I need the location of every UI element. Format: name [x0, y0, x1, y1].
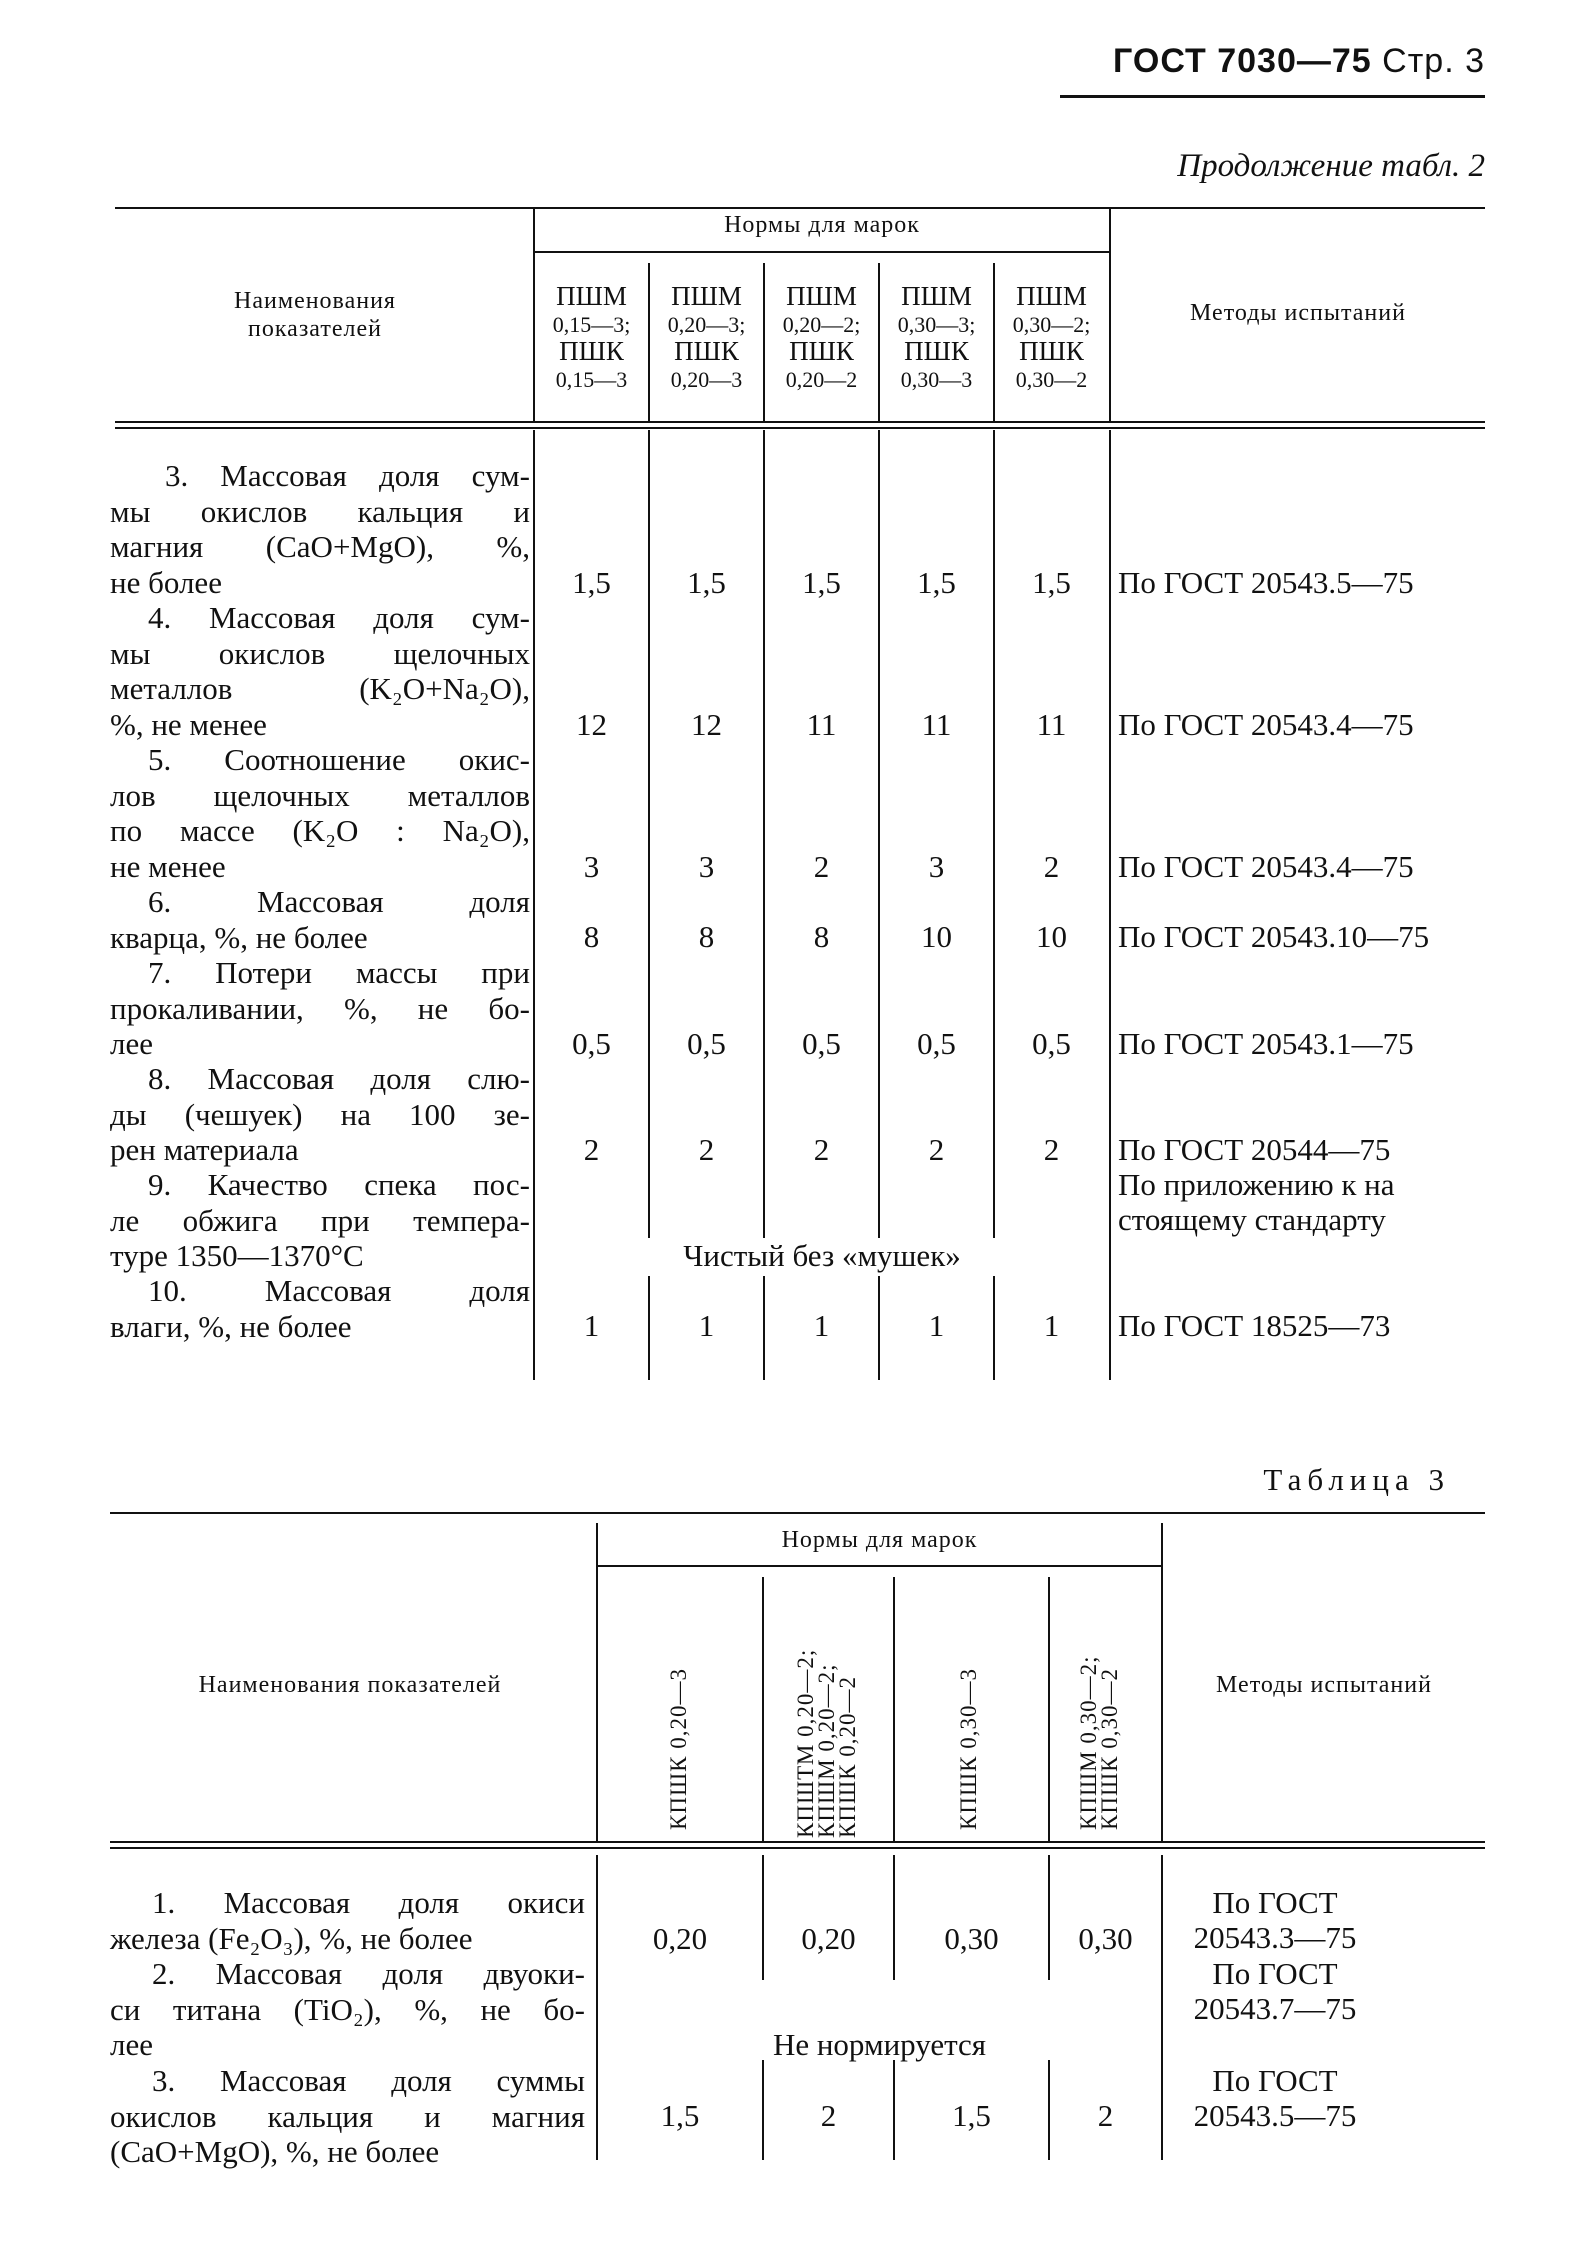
table2-cell: 8	[583, 919, 600, 954]
table2-cell: 0,5	[917, 1026, 956, 1061]
table3-top-rule	[110, 1512, 1485, 1514]
table3-cell: 1,5	[660, 2098, 700, 2133]
table2-cell: 2	[583, 1132, 600, 1167]
table2-col-line	[763, 430, 765, 1238]
table3-method: По ГОСТ 20543.5—75	[1193, 2063, 1357, 2133]
table2-row-label: 3. Массовая доля сум- мы окислов кальция и магния (CaO+MgO), %, не более	[110, 458, 530, 600]
table2-cell: 12	[576, 707, 607, 742]
table2-cell: 2	[928, 1132, 945, 1167]
table2-cell: 8	[813, 919, 830, 954]
table2-cell: 11	[1036, 707, 1067, 742]
table2-method: По приложению к на стоящему стандарту	[1118, 1167, 1395, 1237]
table2-cell: 1,5	[572, 565, 611, 600]
page-number: Стр. 3	[1382, 42, 1485, 80]
table2-cell: 0,5	[1032, 1026, 1071, 1061]
table3-row-label: 3. Массовая доля суммы окислов кальция и магния (CaO+MgO), %, не более	[110, 2063, 585, 2169]
table2-group-header: Нормы для марок	[724, 212, 920, 238]
table3-col-line	[762, 1577, 764, 1841]
table2-grade-header: ПШМ 0,20—2; ПШК 0,20—2	[782, 281, 861, 392]
table2-cell: 3	[583, 849, 600, 884]
table2-col-line	[1109, 430, 1111, 1380]
table2-method: По ГОСТ 20543.5—75	[1118, 565, 1414, 600]
table2-header-rule-2	[115, 427, 1485, 429]
table2-cell: 1	[928, 1308, 945, 1343]
table2-cell: 3	[698, 849, 715, 884]
table2-header-rule	[115, 421, 1485, 423]
table2-cell: 2	[813, 849, 830, 884]
table3-row-label: 1. Массовая доля окиси железа (Fe₂O₃), %, не более	[110, 1885, 585, 1956]
table3-method: По ГОСТ 20543.7—75	[1193, 1956, 1357, 2026]
table3-col-line	[1048, 1855, 1050, 1980]
standard-number: ГОСТ 7030—75	[1113, 42, 1372, 80]
table2-cell: 1,5	[802, 565, 841, 600]
table2-row-label: 9. Качество спека пос- ле обжига при темпера- туре 1350—1370°С	[110, 1167, 530, 1273]
table2-cell: 8	[698, 919, 715, 954]
table2-method: По ГОСТ 20544—75	[1118, 1132, 1391, 1167]
table3-method: По ГОСТ 20543.3—75	[1193, 1885, 1357, 1955]
table3-cell: 0,20	[801, 1921, 856, 1956]
table2-grade-header: ПШМ 0,15—3; ПШК 0,15—3	[552, 281, 631, 392]
table2-cell: 2	[813, 1132, 830, 1167]
table3-header-rule	[110, 1841, 1485, 1843]
table3-col-line	[596, 1523, 598, 1841]
table3-cell: 2	[820, 2098, 837, 2133]
table3-grade-header: КПШМ 0,30—2; КПШК 0,30—2	[1076, 1655, 1122, 1830]
table3-col-line	[762, 1855, 764, 1980]
table2-cell: 10	[1036, 919, 1067, 954]
table2-cell: 0,5	[572, 1026, 611, 1061]
table3-cell: 0,20	[652, 1921, 708, 1956]
table3-col-line	[1161, 1855, 1163, 2160]
table2-method: По ГОСТ 20543.4—75	[1118, 707, 1414, 742]
table3-col-line	[893, 1855, 895, 1980]
table2-col-line	[878, 430, 880, 1238]
table2-row-label: 4. Массовая доля сум- мы окислов щелочных металлов (K₂O+Na₂O), %, не менее	[110, 600, 530, 742]
table3-col-line	[1048, 1577, 1050, 1841]
table2-cell: 1	[698, 1308, 715, 1343]
table3-grade-header: КПШК 0,30—3	[956, 1668, 981, 1830]
table2-row-label: 6. Массовая доля кварца, %, не более	[110, 884, 530, 955]
table2-cell: 1	[1043, 1308, 1060, 1343]
header-rule	[1060, 95, 1485, 98]
table2-cell: 2	[1043, 849, 1060, 884]
table2-cell: 2	[1043, 1132, 1060, 1167]
table2-row-label: 7. Потери массы при прокаливании, %, не бо- лее	[110, 955, 530, 1061]
table2-col-line	[648, 430, 650, 1238]
table3-grade-header: КПШК 0,20—3	[666, 1668, 691, 1830]
table2-col-line	[993, 430, 995, 1238]
table2-method: По ГОСТ 20543.1—75	[1118, 1026, 1414, 1061]
table3-cell: 0,30	[944, 1921, 999, 1956]
table2-name-header: Наименования показателей	[234, 288, 396, 342]
table3-header-rule-2	[110, 1847, 1485, 1849]
table2-method-header: Методы испытаний	[1190, 300, 1406, 326]
table3-cell: 2	[1097, 2098, 1114, 2133]
table3-grade-header: КПШТМ 0,20—2; КПШМ 0,20—2; КПШК 0,20—2	[793, 1648, 860, 1838]
table2-cell: 3	[928, 849, 945, 884]
table2-method: По ГОСТ 20543.10—75	[1118, 919, 1430, 954]
table2-cell: 1,5	[917, 565, 956, 600]
table3-merged-cell: Не нормируется	[772, 2027, 987, 2062]
table2-method: По ГОСТ 18525—73	[1118, 1308, 1391, 1343]
table2-cell: 11	[806, 707, 837, 742]
table2-grade-header: ПШМ 0,30—2; ПШК 0,30—2	[1012, 281, 1091, 392]
table2-merged-cell: Чистый без «мушек»	[683, 1238, 961, 1273]
table3-cell: 0,30	[1078, 1921, 1133, 1956]
table3-group-header: Нормы для марок	[781, 1527, 978, 1553]
table3-method-header: Методы испытаний	[1216, 1672, 1432, 1698]
table2-grade-header: ПШМ 0,20—3; ПШК 0,20—3	[667, 281, 746, 392]
table3-row-label: 2. Массовая доля двуоки- си титана (TiO₂), %, не бо- лее	[110, 1956, 585, 2062]
table2-cell: 0,5	[687, 1026, 726, 1061]
table2-row-label: 10. Массовая доля влаги, %, не более	[110, 1273, 530, 1344]
table2-method: По ГОСТ 20543.4—75	[1118, 849, 1414, 884]
table2-top-rule	[115, 207, 1485, 209]
table2-cell: 1	[583, 1308, 600, 1343]
table2-cell: 0,5	[802, 1026, 841, 1061]
table3-name-header: Наименования показателей	[198, 1672, 502, 1698]
table2-cell: 1	[813, 1308, 830, 1343]
table2-cell: 2	[698, 1132, 715, 1167]
table2-cell: 11	[921, 707, 952, 742]
table2-group-rule	[535, 251, 1110, 253]
table2-cell: 1,5	[1032, 565, 1071, 600]
table2-grade-header: ПШМ 0,30—3; ПШК 0,30—3	[897, 281, 976, 392]
table2-row-label: 8. Массовая доля слю- ды (чешуек) на 100 зе- рен материала	[110, 1061, 530, 1167]
page-header	[1085, 42, 1485, 81]
table2-cell: 1,5	[687, 565, 726, 600]
table2-caption: Продолжение табл. 2	[1177, 148, 1485, 184]
table3-col-line	[893, 1577, 895, 1841]
table2-cell: 10	[921, 919, 952, 954]
table2-row-label: 5. Соотношение окис- лов щелочных металлов по массе (K₂O : Na₂O), не менее	[110, 742, 530, 884]
table3-group-rule	[598, 1565, 1161, 1567]
table3-cell: 1,5	[952, 2098, 991, 2133]
table2-cell: 12	[691, 707, 722, 742]
table3-caption: Таблица 3	[1263, 1462, 1450, 1497]
